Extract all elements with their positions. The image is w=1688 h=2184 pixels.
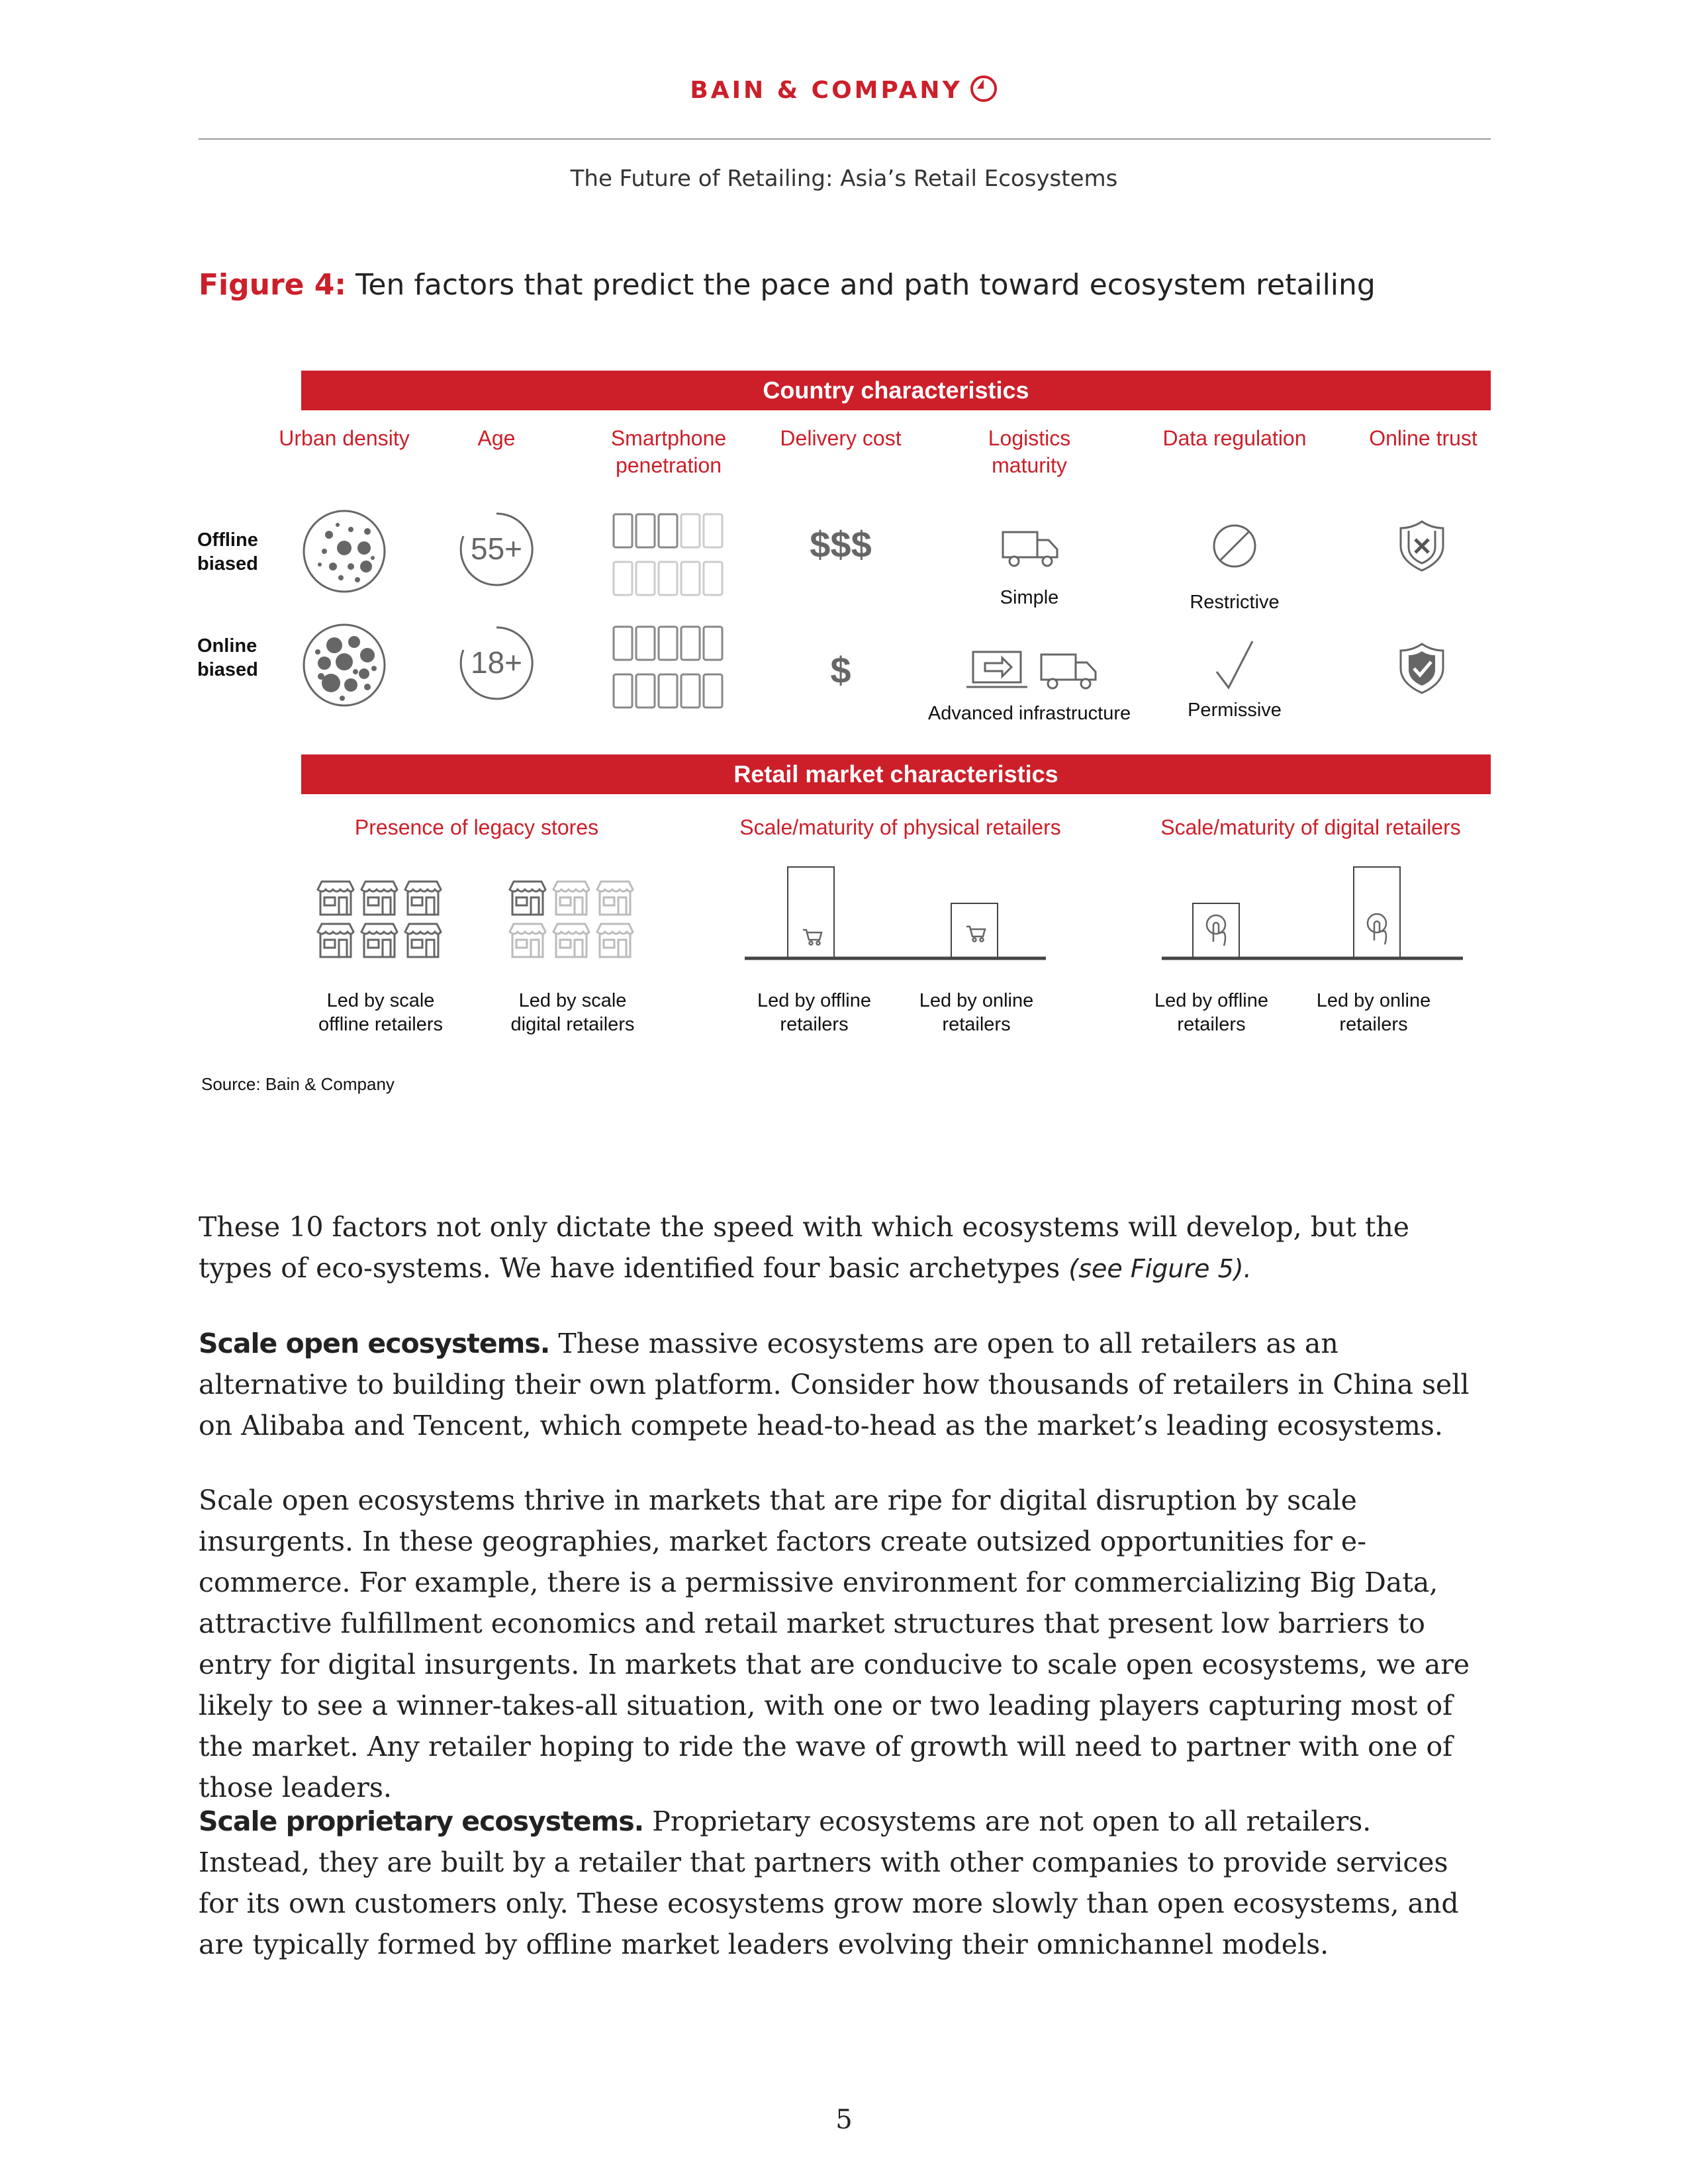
- paragraph-intro-text: These 10 factors not only dictate the speed with which ecosystems will develop, but the types of eco-systems. We have identified four basic archetypes: [199, 1211, 1410, 1284]
- scale-proprietary-text: Proprietary ecosystems are not open to all retailers. Instead, they are built by a retailer that partners with other companies to provide services for its own customers only. These ecosystems grow more slowly than open ecosystems, and are typically formed by offline market leaders evolving their omnichannel models.: [199, 1805, 1459, 1960]
- delivery-online-value: $: [830, 649, 851, 691]
- header-rule: [199, 138, 1491, 140]
- col-age: Age: [477, 426, 516, 450]
- shield-check-icon: [1398, 642, 1446, 695]
- report-title: The Future of Retailing: Asia’s Retail Ecosystems: [570, 165, 1118, 192]
- prohibited-icon: [1211, 523, 1258, 569]
- digital-caption-offline: Led by offline retailers: [1154, 990, 1268, 1035]
- logistics-online-label: Advanced infrastructure: [927, 703, 1131, 724]
- paragraph-scale-open: [199, 1323, 1491, 1446]
- page-number: 5: [835, 2105, 853, 2135]
- col-delivery-cost: Delivery cost: [780, 426, 902, 450]
- brand-mark-icon: [969, 74, 998, 103]
- brand-name: BAIN & COMPANY: [690, 77, 962, 104]
- sparse-density-icon: [301, 508, 387, 594]
- figure-title: [199, 268, 1376, 302]
- figure-source: Source: Bain & Company: [201, 1074, 395, 1094]
- digital-retailers-icon: [1162, 864, 1466, 963]
- delivery-offline-value: $$$: [810, 523, 872, 565]
- brand-logo: [0, 74, 1688, 104]
- smartphone-low-icon: [612, 513, 725, 598]
- scale-open-text: These massive ecosystems are open to all retailers as an alternative to building their own platform. Consider how thousands of retailers in China sell on Alibaba and Tencent, which compete head-to-head as the market’s leading ecosystems.: [199, 1328, 1470, 1441]
- dense-density-icon: [301, 622, 387, 708]
- row-online-biased: Online biased: [197, 635, 258, 680]
- physical-caption-online: Led by online retailers: [919, 990, 1034, 1035]
- col-smartphone-penetration: Smartphone penetration: [610, 426, 727, 477]
- figure-label: Figure 4:: [199, 268, 347, 302]
- paragraph-scale-proprietary: [199, 1801, 1491, 1965]
- regulation-offline-label: Restrictive: [1190, 592, 1280, 613]
- figure-title-text: Ten factors that predict the pace and path toward ecosystem retailing: [355, 268, 1376, 302]
- col-physical-retailers: Scale/maturity of physical retailers: [739, 815, 1061, 839]
- physical-retailers-icon: [745, 864, 1049, 963]
- regulation-online-label: Permissive: [1188, 700, 1282, 721]
- digital-caption-online: Led by online retailers: [1316, 990, 1431, 1035]
- smartphone-high-icon: [612, 625, 725, 710]
- logistics-offline-label: Simple: [1000, 587, 1059, 608]
- scale-open-heading: Scale open ecosystems.: [199, 1328, 550, 1359]
- truck-icon: [1001, 529, 1060, 568]
- row-offline-biased: Offline biased: [197, 529, 258, 574]
- age-online-value: 18+: [470, 645, 523, 680]
- col-data-regulation: Data regulation: [1162, 426, 1307, 450]
- stores-offline-icon: [316, 880, 446, 960]
- checkmark-icon: [1211, 639, 1258, 692]
- col-legacy-stores: Presence of legacy stores: [354, 815, 599, 839]
- retail-band: Retail market characteristics: [301, 754, 1491, 794]
- laptop-icon: [965, 650, 1029, 691]
- col-urban-density: Urban density: [279, 426, 410, 450]
- paragraph-intro: [199, 1206, 1491, 1289]
- shield-x-icon: [1398, 520, 1446, 572]
- col-online-trust: Online trust: [1369, 426, 1477, 450]
- age-offline-value: 55+: [470, 531, 523, 566]
- col-digital-retailers: Scale/maturity of digital retailers: [1160, 815, 1461, 839]
- figure-reference: (see Figure 5).: [1068, 1254, 1252, 1283]
- paragraph-scale-open-detail: Scale open ecosystems thrive in markets that are ripe for digital disruption by scale insurgents. In these geographies, market factors create outsized opportunities for e-commerce. For example, there is a permissive environment for commercializing Big Data, attractive fulfillment economics and retail market structures that present low barriers to entry for digital insurgents. In markets that are conducive to scale open ecosystems, we are likely to see a winner-takes-all situation, with one or two leading players capturing most of the market. Any retailer hoping to ride the wave of growth will need to partner with one of those leaders.: [199, 1484, 1470, 1803]
- scale-proprietary-heading: Scale proprietary ecosystems.: [199, 1805, 644, 1837]
- legacy-caption-offline: Led by scale offline retailers: [318, 990, 444, 1035]
- country-band: Country characteristics: [301, 371, 1491, 410]
- stores-digital-icon: [508, 880, 638, 960]
- col-logistics-maturity: Logistics maturity: [988, 426, 1071, 477]
- truck-icon: [1039, 652, 1099, 690]
- physical-caption-offline: Led by offline retailers: [757, 990, 871, 1035]
- legacy-caption-digital: Led by scale digital retailers: [510, 990, 635, 1035]
